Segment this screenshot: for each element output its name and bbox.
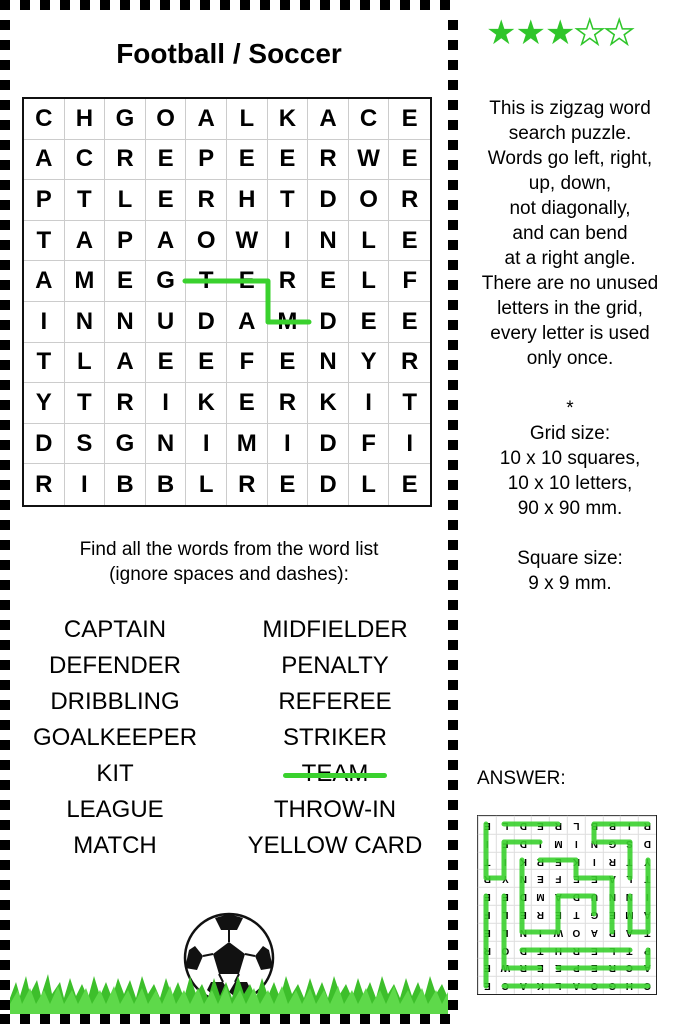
grid-cell[interactable]: C: [349, 99, 390, 140]
grid-cell[interactable]: E: [268, 343, 309, 384]
answer-cell: R: [603, 852, 621, 870]
grid-cell[interactable]: C: [65, 140, 106, 181]
grid-cell[interactable]: I: [389, 424, 430, 465]
description-line: Grid size:: [529, 423, 611, 444]
answer-cell: L: [603, 941, 621, 959]
grid-cell[interactable]: R: [105, 383, 146, 424]
grid-cell[interactable]: D: [308, 464, 349, 505]
grid-cell[interactable]: P: [24, 180, 65, 221]
answer-cell: R: [531, 852, 549, 870]
grid-cell[interactable]: E: [401, 470, 418, 498]
grid-cell[interactable]: I: [268, 424, 309, 465]
grid-cell[interactable]: D: [186, 302, 227, 343]
answer-cell: G: [603, 834, 621, 852]
answer-cell: P: [638, 941, 656, 959]
answer-cell: M: [620, 905, 638, 923]
grid-cell[interactable]: P: [105, 221, 146, 262]
grid-cell[interactable]: K: [308, 383, 349, 424]
answer-cell: A: [638, 905, 656, 923]
answer-cell: E: [496, 887, 514, 905]
grid-cell[interactable]: E: [227, 261, 268, 302]
answer-cell: I: [478, 834, 496, 852]
answer-cell: O: [567, 923, 585, 941]
description-line: Square size:: [517, 548, 623, 569]
answer-cell: R: [638, 816, 656, 834]
answer-cell: L: [496, 816, 514, 834]
description-line: only once.: [526, 348, 614, 369]
grid-cell[interactable]: A: [308, 99, 349, 140]
answer-cell: L: [620, 869, 638, 887]
grid-cell[interactable]: E: [227, 383, 268, 424]
answer-cell: T: [638, 923, 656, 941]
answer-cell: I: [531, 834, 549, 852]
grid-cell[interactable]: A: [24, 261, 65, 302]
answer-cell: F: [549, 869, 567, 887]
answer-cell: F: [496, 834, 514, 852]
answer-cell: T: [478, 852, 496, 870]
answer-cell: A: [638, 958, 656, 976]
grid-cell[interactable]: D: [308, 302, 349, 343]
grid-cell[interactable]: M: [65, 261, 106, 302]
page-title: Football / Soccer: [116, 38, 342, 69]
answer-cell: A: [585, 923, 603, 941]
answer-cell: N: [514, 869, 532, 887]
grid-cell[interactable]: T: [65, 383, 106, 424]
grid-cell[interactable]: A: [105, 343, 146, 384]
grid-cell[interactable]: A: [186, 99, 227, 140]
grid-cell[interactable]: P: [186, 140, 227, 181]
answer-cell: N: [514, 923, 532, 941]
answer-cell: D: [514, 834, 532, 852]
answer-cell: E: [478, 958, 496, 976]
answer-cell: E: [478, 976, 496, 994]
star-filled-icon: ★: [544, 14, 575, 52]
word-item: YELLOW CARD: [247, 832, 423, 859]
grid-cell[interactable]: M: [268, 302, 309, 343]
grid-cell[interactable]: N: [308, 221, 349, 262]
answer-cell: K: [531, 976, 549, 994]
answer-cell: T: [531, 941, 549, 959]
answer-cell: L: [496, 923, 514, 941]
answer-cell: S: [620, 834, 638, 852]
answer-cell: P: [567, 958, 585, 976]
grid-cell[interactable]: N: [65, 302, 106, 343]
grid-cell[interactable]: R: [268, 261, 309, 302]
letter-grid: [22, 97, 432, 507]
answer-cell: M: [549, 834, 567, 852]
grid-cell[interactable]: T: [24, 221, 65, 262]
description-line: letters in the grid,: [497, 298, 643, 319]
answer-cell: E: [531, 958, 549, 976]
grid-cell[interactable]: E: [389, 99, 430, 140]
answer-cell: B: [603, 816, 621, 834]
star-empty-icon: ★: [603, 14, 634, 52]
grid-cell[interactable]: L: [227, 99, 268, 140]
word-item: CAPTAIN: [63, 616, 167, 643]
grid-cell[interactable]: Y: [349, 343, 390, 384]
grid-cell[interactable]: H: [227, 180, 268, 221]
grid-cell[interactable]: L: [349, 464, 390, 505]
answer-cell: R: [478, 869, 496, 887]
answer-cell: C: [496, 976, 514, 994]
grid-cell[interactable]: R: [268, 383, 309, 424]
description-line: not diagonally,: [509, 198, 631, 219]
answer-cell: E: [478, 923, 496, 941]
answer-cell: I: [496, 852, 514, 870]
answer-cell: H: [549, 941, 567, 959]
instruction-line: Find all the words from the word list: [79, 539, 379, 560]
answer-cell: N: [620, 887, 638, 905]
grid-cell[interactable]: K: [186, 383, 227, 424]
answer-cell: C: [620, 958, 638, 976]
grid-cell[interactable]: A: [227, 302, 268, 343]
grid-cell[interactable]: A: [65, 221, 106, 262]
grid-cell[interactable]: B: [105, 464, 146, 505]
grid-cell[interactable]: O: [349, 180, 390, 221]
grid-cell[interactable]: E: [227, 140, 268, 181]
answer-cell: I: [567, 834, 585, 852]
answer-cell: A: [567, 976, 585, 994]
description-line: and can bend: [512, 223, 628, 244]
grid-cell[interactable]: W: [227, 221, 268, 262]
answer-cell: E: [549, 958, 567, 976]
description-line: There are no unused: [481, 273, 659, 294]
grid-cell[interactable]: T: [389, 383, 430, 424]
answer-cell: A: [620, 923, 638, 941]
checker-border-top: [0, 0, 458, 10]
answer-cell: L: [549, 976, 567, 994]
description-line: up, down,: [528, 173, 612, 194]
description-line: every letter is used: [490, 323, 650, 344]
grid-cell[interactable]: S: [65, 424, 106, 465]
answer-cell: D: [514, 887, 532, 905]
word-item: DEFENDER: [48, 652, 181, 679]
grid-cell[interactable]: O: [186, 221, 227, 262]
answer-cell: E: [478, 816, 496, 834]
star-filled-icon: ★: [486, 14, 516, 52]
grid-cell[interactable]: E: [389, 302, 430, 343]
answer-cell: G: [603, 976, 621, 994]
instruction-line: (ignore spaces and dashes):: [109, 564, 349, 585]
answer-cell: I: [638, 887, 656, 905]
grid-cell[interactable]: B: [146, 464, 187, 505]
grid-cell[interactable]: E: [389, 221, 430, 262]
answer-cell: Y: [496, 869, 514, 887]
answer-cell: E: [585, 958, 603, 976]
grid-cell[interactable]: W: [349, 140, 390, 181]
grid-cell[interactable]: A: [146, 221, 187, 262]
answer-cell: C: [638, 976, 656, 994]
grid-cell[interactable]: E: [349, 302, 390, 343]
answer-cell: E: [585, 941, 603, 959]
answer-cell: P: [603, 923, 621, 941]
grid-cell[interactable]: R: [24, 464, 65, 505]
description-line: 10 x 10 squares,: [499, 448, 641, 469]
answer-cell: I: [620, 816, 638, 834]
answer-cell: E: [531, 816, 549, 834]
answer-cell: A: [514, 976, 532, 994]
difficulty-rating: [486, 16, 633, 50]
grid-cell[interactable]: R: [227, 464, 268, 505]
word-item: REFEREE: [278, 688, 392, 715]
grid-cell[interactable]: R: [105, 140, 146, 181]
answer-cell: N: [585, 834, 603, 852]
star-filled-icon: ★: [515, 14, 545, 52]
grid-cell[interactable]: F: [227, 343, 268, 384]
grid-cell[interactable]: K: [268, 99, 309, 140]
grid-cell[interactable]: T: [24, 343, 65, 384]
grid-cell[interactable]: L: [65, 343, 106, 384]
grid-cell[interactable]: G: [146, 261, 187, 302]
grid-cell[interactable]: L: [349, 221, 390, 262]
description-line: [466, 371, 674, 396]
found-word-strike: [283, 773, 387, 778]
word-item: LEAGUE: [66, 796, 164, 823]
grid-cell[interactable]: E: [186, 343, 227, 384]
description-line: at a right angle.: [504, 248, 636, 269]
answer-cell: E: [549, 905, 567, 923]
word-item: MATCH: [73, 832, 157, 859]
word-item: THROW-IN: [273, 796, 397, 823]
checker-border-bottom: [0, 1014, 458, 1024]
grid-cell[interactable]: N: [308, 343, 349, 384]
answer-cell: B: [585, 816, 603, 834]
answer-cell: D: [638, 834, 656, 852]
grid-cell[interactable]: I: [24, 302, 65, 343]
grid-cell[interactable]: H: [65, 99, 106, 140]
description-line: search puzzle.: [508, 123, 632, 144]
grid-cell[interactable]: I: [268, 221, 309, 262]
grid-cell[interactable]: R: [389, 343, 430, 384]
answer-cell: L: [567, 816, 585, 834]
grid-cell[interactable]: E: [146, 343, 187, 384]
answer-label: ANSWER:: [477, 768, 566, 789]
answer-cell: E: [567, 869, 585, 887]
answer-cell: D: [514, 816, 532, 834]
grid-cell[interactable]: T: [268, 180, 309, 221]
answer-cell: E: [531, 869, 549, 887]
grid-cell[interactable]: I: [349, 383, 390, 424]
answer-cell: T: [567, 905, 585, 923]
grid-cell[interactable]: F: [349, 424, 390, 465]
grid-cell[interactable]: G: [105, 424, 146, 465]
answer-cell: E: [549, 852, 567, 870]
answer-cell: A: [549, 887, 567, 905]
grid-cell[interactable]: U: [146, 302, 187, 343]
answer-cell: H: [620, 976, 638, 994]
grid-cell[interactable]: I: [65, 464, 106, 505]
word-item: GOALKEEPER: [32, 724, 198, 751]
answer-cell: R: [531, 905, 549, 923]
answer-cell: W: [549, 923, 567, 941]
star-empty-icon: ★: [574, 14, 604, 52]
description-line: 90 x 90 mm.: [517, 498, 623, 519]
grid-cell[interactable]: T: [65, 180, 106, 221]
answer-cell: U: [585, 887, 603, 905]
answer-cell: R: [478, 941, 496, 959]
answer-cell: E: [478, 887, 496, 905]
checker-border-right: [448, 0, 458, 1024]
grid-cell[interactable]: E: [146, 140, 187, 181]
description-line: Words go left, right,: [487, 148, 653, 169]
answer-cell: F: [478, 905, 496, 923]
word-item: MIDFIELDER: [262, 616, 408, 643]
grid-cell[interactable]: E: [146, 180, 187, 221]
grid-cell[interactable]: R: [308, 140, 349, 181]
grid-cell[interactable]: O: [146, 99, 187, 140]
answer-cell: W: [496, 958, 514, 976]
answer-cell: E: [585, 869, 603, 887]
grid-cell[interactable]: E: [268, 140, 309, 181]
description-line: *: [566, 398, 574, 419]
answer-cell: R: [549, 816, 567, 834]
answer-cell: R: [603, 958, 621, 976]
answer-cell: R: [514, 958, 532, 976]
word-list-instructions: [10, 537, 448, 587]
description-line: [466, 521, 674, 546]
grid-cell[interactable]: N: [146, 424, 187, 465]
answer-cell: O: [496, 941, 514, 959]
word-item: DRIBBLING: [50, 688, 180, 715]
puzzle-description: [466, 96, 674, 596]
description-line: This is zigzag word: [489, 98, 651, 119]
description-line: 10 x 10 letters,: [507, 473, 633, 494]
grid-cell[interactable]: I: [186, 424, 227, 465]
grid-cell[interactable]: D: [308, 180, 349, 221]
answer-cell: E: [514, 905, 532, 923]
grid-cell[interactable]: T: [186, 261, 227, 302]
description-line: 9 x 9 mm.: [528, 573, 612, 594]
answer-cell: I: [531, 923, 549, 941]
answer-cell: A: [603, 869, 621, 887]
answer-cell: Y: [638, 852, 656, 870]
word-item: KIT: [96, 760, 134, 787]
grid-cell[interactable]: A: [24, 140, 65, 181]
grid-cell[interactable]: L: [186, 464, 227, 505]
grass-icon: [10, 972, 448, 1014]
answer-cell: E: [603, 905, 621, 923]
answer-cell: D: [514, 941, 532, 959]
grid-cell[interactable]: E: [268, 464, 309, 505]
answer-cell: T: [638, 869, 656, 887]
answer-cell: M: [531, 887, 549, 905]
grid-cell[interactable]: C: [24, 99, 65, 140]
word-item: STRIKER: [282, 724, 387, 751]
grid-cell[interactable]: R: [389, 180, 430, 221]
grid-cell[interactable]: R: [186, 180, 227, 221]
answer-cell: O: [585, 976, 603, 994]
answer-cell: K: [514, 852, 532, 870]
checker-border-left: [0, 0, 10, 1024]
grid-cell[interactable]: I: [146, 383, 187, 424]
answer-cell: N: [603, 887, 621, 905]
answer-cell: T: [620, 941, 638, 959]
word-item: PENALTY: [281, 652, 389, 679]
answer-grid: [477, 815, 657, 995]
grid-cell[interactable]: M: [227, 424, 268, 465]
answer-cell: I: [585, 852, 603, 870]
answer-cell: D: [567, 887, 585, 905]
answer-cell: K: [567, 852, 585, 870]
grid-cell[interactable]: E: [389, 140, 430, 181]
answer-cell: G: [585, 905, 603, 923]
grid-cell[interactable]: N: [105, 302, 146, 343]
grid-cell[interactable]: L: [105, 180, 146, 221]
grid-cell[interactable]: E: [308, 261, 349, 302]
grid-cell[interactable]: D: [308, 424, 349, 465]
grid-cell[interactable]: D: [24, 424, 65, 465]
grid-cell[interactable]: L: [349, 261, 390, 302]
answer-cell: L: [496, 905, 514, 923]
grid-cell[interactable]: Y: [24, 383, 65, 424]
grid-cell[interactable]: E: [105, 261, 146, 302]
answer-cell: R: [567, 941, 585, 959]
answer-cell: T: [620, 852, 638, 870]
grid-cell[interactable]: F: [389, 261, 430, 302]
grid-cell[interactable]: G: [105, 99, 146, 140]
